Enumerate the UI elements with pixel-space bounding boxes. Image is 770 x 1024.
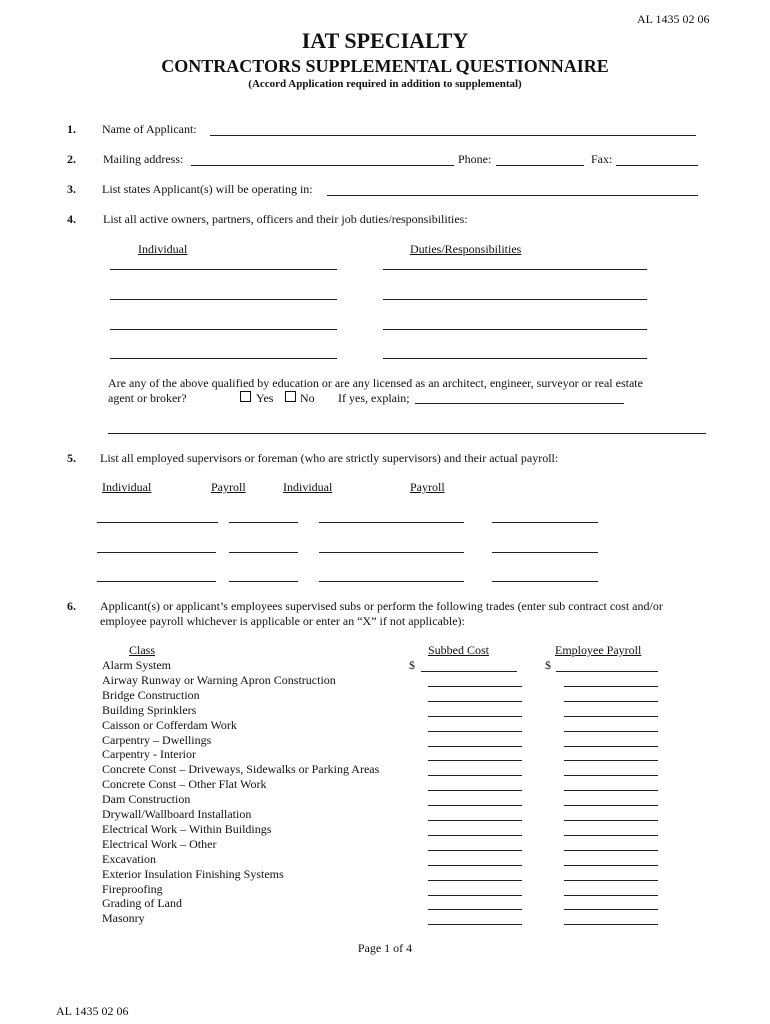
trade-class-label: Airway Runway or Warning Apron Construction <box>102 672 336 687</box>
subbed-cost-field[interactable] <box>428 865 522 866</box>
employee-payroll-field[interactable] <box>564 686 658 687</box>
trade-class-label: Electrical Work – Within Buildings <box>102 821 272 836</box>
trade-class-label: Caisson or Cofferdam Work <box>102 717 237 732</box>
q5-col-payroll-1: Payroll <box>211 480 246 494</box>
trade-class-label: Masonry <box>102 911 145 926</box>
q3-number: 3. <box>67 182 76 196</box>
trade-class-label: Exterior Insulation Finishing Systems <box>102 866 284 881</box>
states-field[interactable] <box>327 195 698 196</box>
qualified-yes-checkbox[interactable] <box>240 391 251 402</box>
fax-field[interactable] <box>616 165 698 166</box>
qualified-no-checkbox[interactable] <box>285 391 296 402</box>
form-code-top: AL 1435 02 06 <box>637 12 710 26</box>
trade-class-label: Grading of Land <box>102 896 182 911</box>
owner-individual-field[interactable] <box>110 269 337 270</box>
trade-class-label: Alarm System <box>102 658 171 672</box>
supervisor-individual-field[interactable] <box>319 552 464 553</box>
q4-col-duties: Duties/Responsibilities <box>410 242 522 256</box>
q2-label: Mailing address: <box>103 152 184 166</box>
q3-label: List states Applicant(s) will be operating in: <box>102 182 313 196</box>
q6-number: 6. <box>67 599 76 613</box>
supervisor-individual-field[interactable] <box>319 581 464 582</box>
page-number: Page 1 of 4 <box>357 941 413 955</box>
subbed-cost-field[interactable] <box>428 686 522 687</box>
trade-class-label: Carpentry – Dwellings <box>102 732 212 747</box>
explain-field[interactable] <box>415 403 624 404</box>
trade-class-label: Fireproofing <box>102 881 163 896</box>
subbed-cost-field[interactable] <box>428 805 522 806</box>
owner-duties-field[interactable] <box>383 269 647 270</box>
trade-class-label: Electrical Work – Other <box>102 836 217 851</box>
supervisor-individual-field[interactable] <box>97 522 218 523</box>
payroll-dollar-sign: $ <box>545 658 551 672</box>
supervisor-payroll-field[interactable] <box>492 581 598 582</box>
phone-label: Phone: <box>458 152 492 166</box>
trade-class-label: Bridge Construction <box>102 687 200 702</box>
qualified-question-line2: agent or broker? <box>108 391 187 405</box>
employee-payroll-field[interactable] <box>564 805 658 806</box>
supervisor-payroll-field[interactable] <box>229 581 298 582</box>
q5-col-payroll-2: Payroll <box>410 480 445 494</box>
owner-duties-field[interactable] <box>383 358 647 359</box>
owner-individual-field[interactable] <box>110 299 337 300</box>
supervisor-individual-field[interactable] <box>97 552 216 553</box>
subbed-cost-field[interactable] <box>428 835 522 836</box>
subbed-cost-field[interactable] <box>428 731 522 732</box>
q4-col-individual: Individual <box>138 242 188 256</box>
employee-payroll-field[interactable] <box>564 850 658 851</box>
subbed-cost-field[interactable] <box>421 671 517 672</box>
q5-number: 5. <box>67 451 76 465</box>
employee-payroll-field[interactable] <box>564 909 658 910</box>
supervisor-individual-field[interactable] <box>319 522 464 523</box>
supervisor-payroll-field[interactable] <box>492 522 598 523</box>
mailing-address-field[interactable] <box>191 165 454 166</box>
trade-class-label: Concrete Const – Other Flat Work <box>102 777 267 792</box>
trade-class-label: Dam Construction <box>102 792 191 807</box>
owner-duties-field[interactable] <box>383 329 647 330</box>
q6-label-line1: Applicant(s) or applicant’s employees supervised subs or perform the following trades (enter sub contract cost and/or <box>100 599 663 613</box>
trade-class-label: Building Sprinklers <box>102 702 197 717</box>
employee-payroll-field[interactable] <box>556 671 658 672</box>
supervisor-payroll-field[interactable] <box>229 552 298 553</box>
q2-number: 2. <box>67 152 76 166</box>
applicant-name-field[interactable] <box>210 135 696 136</box>
supervisor-payroll-field[interactable] <box>492 552 598 553</box>
page-note: (Accord Application required in addition to supplemental) <box>248 78 522 90</box>
supervisor-payroll-field[interactable] <box>229 522 298 523</box>
employee-payroll-field[interactable] <box>564 924 658 925</box>
qualified-no-label: No <box>300 391 315 405</box>
q5-col-individual-2: Individual <box>283 480 333 494</box>
q5-col-individual-1: Individual <box>102 480 152 494</box>
subbed-cost-field[interactable] <box>428 775 522 776</box>
q1-label: Name of Applicant: <box>102 122 197 136</box>
subbed-cost-field[interactable] <box>428 746 522 747</box>
subbed-cost-field[interactable] <box>428 760 522 761</box>
q6-col-subbed-cost: Subbed Cost <box>428 643 490 657</box>
trade-class-label: Excavation <box>102 851 156 866</box>
owner-individual-field[interactable] <box>110 358 337 359</box>
q6-label-line2: employee payroll whichever is applicable or enter an “X” if not applicable): <box>100 614 465 628</box>
subbed-cost-field[interactable] <box>428 850 522 851</box>
subbed-cost-field[interactable] <box>428 790 522 791</box>
q1-number: 1. <box>67 122 76 136</box>
q4-label: List all active owners, partners, officers and their job duties/responsibilities: <box>103 212 468 226</box>
explain-field-continued[interactable] <box>108 433 706 434</box>
subbed-cost-field[interactable] <box>428 909 522 910</box>
owner-individual-field[interactable] <box>110 329 337 330</box>
q6-col-class: Class <box>129 643 156 657</box>
trade-class-label: Concrete Const – Driveways, Sidewalks or Parking Areas <box>102 762 380 777</box>
trade-class-label: Drywall/Wallboard Installation <box>102 807 252 821</box>
employee-payroll-field[interactable] <box>564 731 658 732</box>
employee-payroll-field[interactable] <box>564 760 658 761</box>
employee-payroll-field[interactable] <box>564 790 658 791</box>
employee-payroll-field[interactable] <box>564 880 658 881</box>
owner-duties-field[interactable] <box>383 299 647 300</box>
subbed-cost-field[interactable] <box>428 701 522 702</box>
employee-payroll-field[interactable] <box>564 701 658 702</box>
page-title: IAT SPECIALTY <box>301 28 469 53</box>
subbed-cost-field[interactable] <box>428 895 522 896</box>
subbed-cost-dollar-sign: $ <box>409 658 415 672</box>
qualified-yes-label: Yes <box>256 391 274 405</box>
employee-payroll-field[interactable] <box>564 865 658 866</box>
supervisor-individual-field[interactable] <box>97 581 216 582</box>
employee-payroll-field[interactable] <box>564 775 658 776</box>
explain-label: If yes, explain; <box>338 391 410 405</box>
subbed-cost-field[interactable] <box>428 716 522 717</box>
trade-class-label: Carpentry - Interior <box>102 747 196 762</box>
subbed-cost-field[interactable] <box>428 820 522 821</box>
employee-payroll-field[interactable] <box>564 746 658 747</box>
q4-number: 4. <box>67 212 76 226</box>
phone-field[interactable] <box>496 165 584 166</box>
q5-label: List all employed supervisors or foreman (who are strictly supervisors) and their actual payroll: <box>100 451 559 465</box>
employee-payroll-field[interactable] <box>564 835 658 836</box>
employee-payroll-field[interactable] <box>564 895 658 896</box>
page-subtitle: CONTRACTORS SUPPLEMENTAL QUESTIONNAIRE <box>161 56 609 76</box>
subbed-cost-field[interactable] <box>428 880 522 881</box>
employee-payroll-field[interactable] <box>564 820 658 821</box>
form-code-bottom: AL 1435 02 06 <box>56 1004 129 1018</box>
q6-col-employee-payroll: Employee Payroll <box>555 643 642 657</box>
subbed-cost-field[interactable] <box>428 924 522 925</box>
employee-payroll-field[interactable] <box>564 716 658 717</box>
qualified-question-line1: Are any of the above qualified by education or are any licensed as an architect, engineer, surveyor or real estate <box>108 376 643 390</box>
fax-label: Fax: <box>591 152 613 166</box>
